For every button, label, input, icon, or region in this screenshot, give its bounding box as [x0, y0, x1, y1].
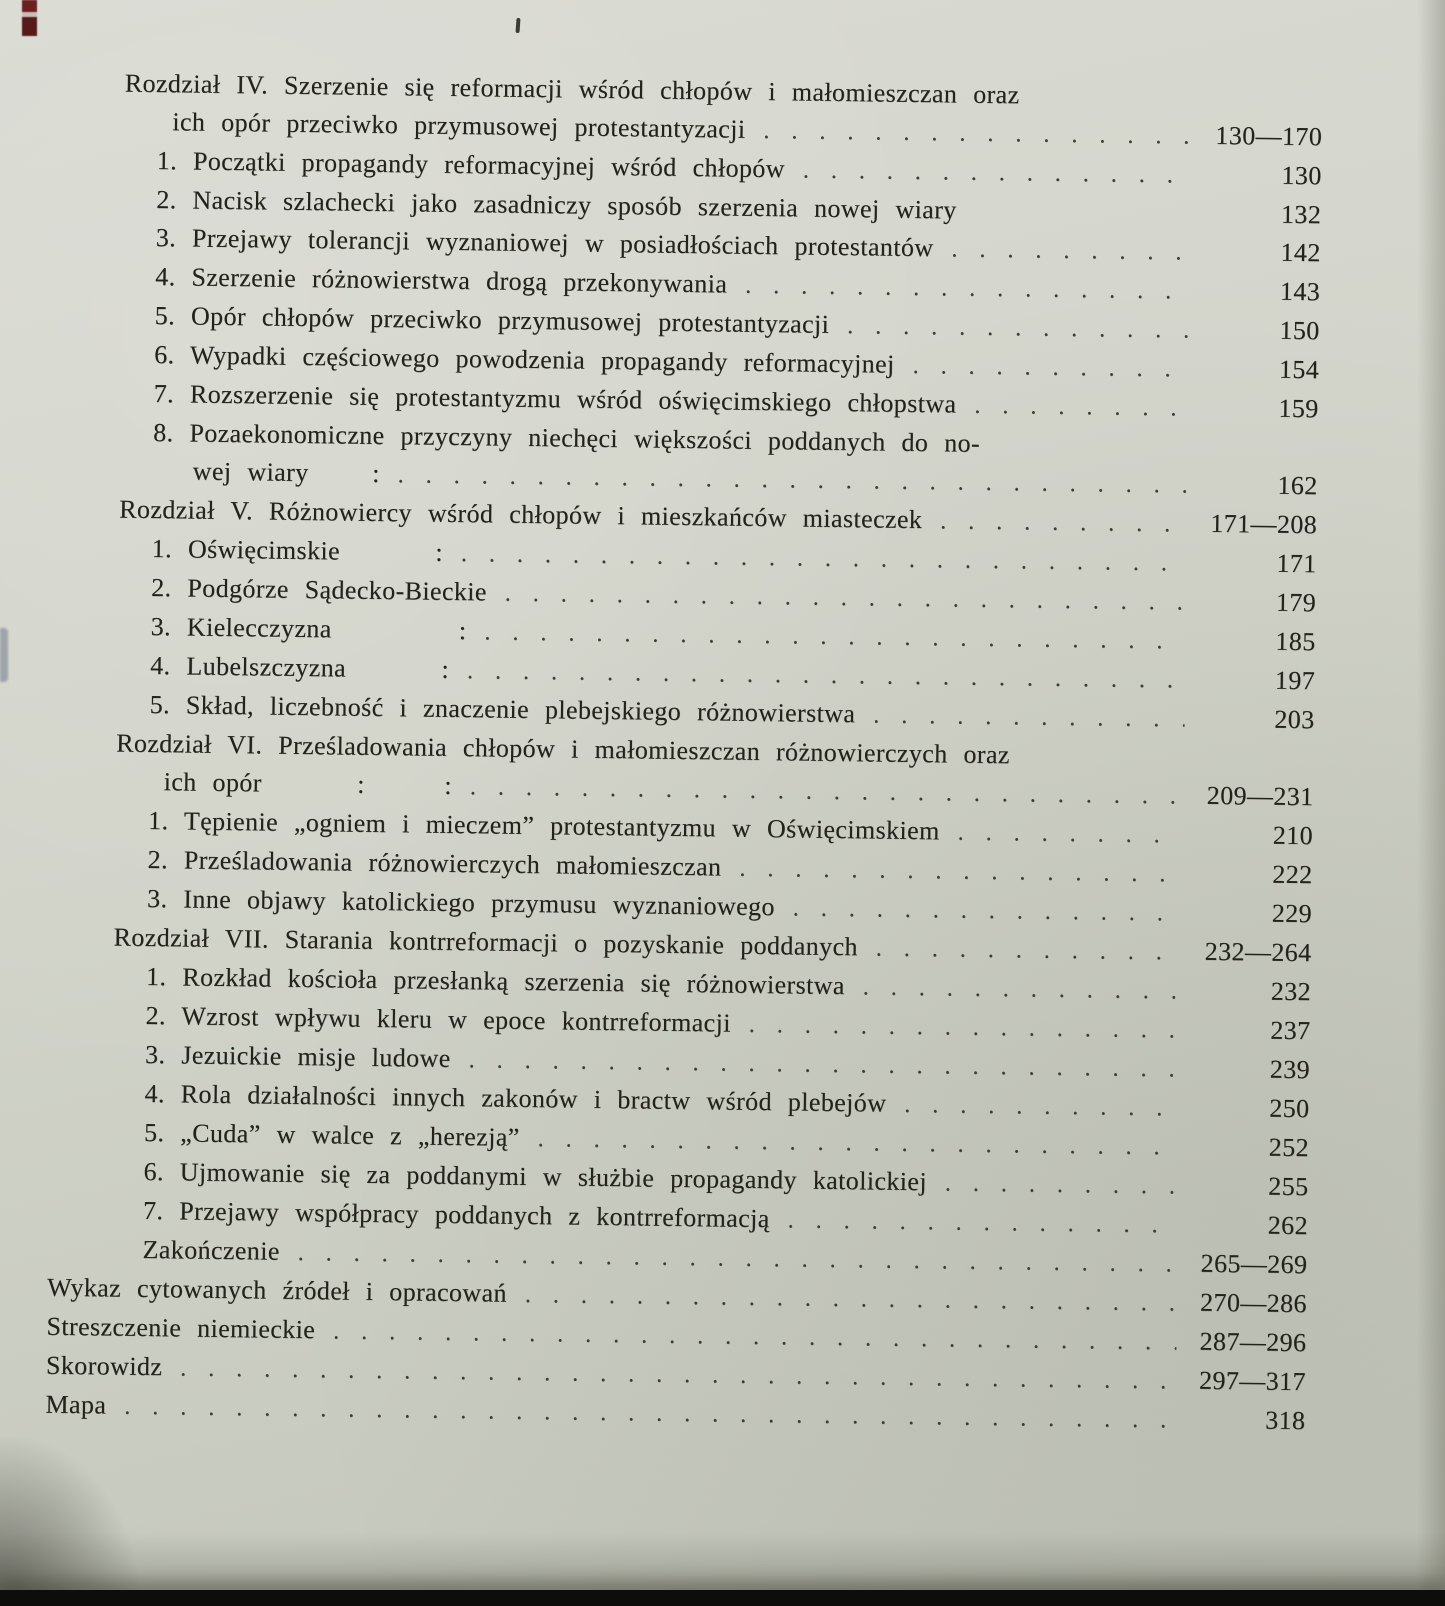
toc-row-page: 237 [1270, 1015, 1311, 1046]
dot-leader [787, 1200, 1178, 1244]
toc-row-page: 270—286 [1199, 1287, 1308, 1319]
dot-leader [912, 346, 1189, 389]
toc-row-text: Zakończenie [142, 1234, 280, 1266]
dot-leader [763, 111, 1192, 156]
scan-artifact-topleft-red-mark [22, 0, 37, 36]
toc-row-page: 142 [1280, 237, 1321, 268]
toc-row-page: 210 [1272, 820, 1314, 851]
toc-row-page: 297—317 [1198, 1365, 1307, 1397]
toc-row-text: Mapa [45, 1389, 107, 1420]
toc-row-page: 318 [1265, 1405, 1306, 1436]
toc-row-text: Rozdział VI. Prześladowania chłopów i małomieszczan różnowierczych oraz [115, 728, 1011, 770]
toc-row-page: 262 [1267, 1210, 1309, 1241]
toc-row-text: 5. „Cuda” w walce z „herezją” [143, 1117, 520, 1152]
dot-leader [974, 386, 1189, 428]
toc-row-text: 3. Inne objawy katolickiego przymusu wyznaniowego [146, 883, 776, 922]
toc-row-text: 4. Szerzenie różnowierstwa drogą przekonywania [155, 262, 728, 299]
toc-row-text: 6. Wypadki częściowego powodzenia propagandy reformacyjnej [154, 340, 895, 379]
toc-row-page: 171—208 [1210, 508, 1318, 540]
toc-row-page: 130—170 [1215, 120, 1323, 152]
toc-row-page: 143 [1279, 276, 1321, 307]
toc-row-page: 232 [1270, 976, 1312, 1007]
dot-leader [957, 813, 1183, 855]
toc-row-page: 185 [1275, 626, 1316, 657]
toc-row-text: wej wiary : [192, 456, 380, 488]
toc-row-page: 171 [1276, 548, 1317, 579]
toc-row-text: Rozdział VII. Starania kontrreformacji o pozyskanie poddanych [113, 922, 859, 962]
toc-row-page: 162 [1277, 470, 1318, 501]
toc-row-text: 2. Podgórze Sądecko-Bieckie [151, 573, 488, 607]
toc-row-page: 203 [1274, 704, 1315, 735]
dot-leader [863, 967, 1182, 1010]
toc-row-text: 7. Rozszerzenie się protestantyzmu wśród oświęcimskiego chłopstwa [153, 379, 957, 419]
toc-row-text: Wykaz cytowanych źródeł i opracowań [46, 1272, 508, 1308]
dot-leader [793, 888, 1183, 932]
toc-row-text: 4. Lubelszczyzna : [150, 650, 450, 684]
scan-edge-right-shadow [1417, 0, 1445, 1606]
dot-leader [975, 219, 1192, 222]
toc-row-page: 150 [1279, 315, 1320, 346]
toc-row-text: 5. Skład, liczebność i znaczenie plebejskiego różnowierstwa [149, 689, 856, 729]
dot-leader [873, 695, 1185, 738]
toc-row-text: 2. Nacisk szlachecki jako zasadniczy sposób szerzenia nowej wiary [156, 185, 957, 225]
scan-edge-bottom-bar [0, 1590, 1445, 1606]
toc-row-text: Streszczenie niemieckie [46, 1311, 316, 1345]
toc-row-page: 287—296 [1199, 1326, 1307, 1358]
toc-row-page: 255 [1268, 1171, 1309, 1202]
toc-row-page: 132 [1280, 199, 1322, 230]
toc-row-text: 2. Wzrost wpływu kleru w epoce kontrreformacji [145, 1000, 732, 1038]
scan-artifact-left-edge-mark [0, 628, 8, 682]
toc-row-page: 232—264 [1204, 936, 1312, 968]
scan-artifact-top-center-mark [515, 18, 520, 33]
toc-list [45, 64, 1323, 1441]
toc-row-page [1198, 766, 1314, 768]
toc-row-page [1207, 106, 1323, 108]
toc-row-page: 229 [1271, 898, 1313, 929]
dot-leader [847, 306, 1190, 349]
toc-row-page: 250 [1269, 1093, 1310, 1124]
dot-leader [876, 929, 1182, 972]
dot-leader [803, 151, 1192, 195]
toc-row-text: 7. Przejawy współpracy poddanych z kontrreformacją [142, 1195, 770, 1234]
dot-leader [951, 229, 1191, 271]
toc-row-page: 154 [1278, 354, 1320, 385]
toc-row-text: ich opór : : [163, 767, 453, 800]
toc-row-text: 5. Opór chłopów przeciwko przymusowej protestantyzacji [154, 301, 830, 339]
toc-row-page: 222 [1272, 859, 1313, 890]
dot-leader [749, 1005, 1181, 1050]
toc-row-text: 3. Przejawy tolerancji wyznaniowej w posiadłościach protestantów [155, 223, 934, 263]
dot-leader [940, 501, 1187, 543]
toc-row-page: 179 [1275, 587, 1317, 618]
toc-row-text: Rozdział IV. Szerzenie się reformacji wśród chłopów i małomieszczan oraz [124, 68, 1020, 110]
toc-row-text: 1. Tępienie „ogniem i mieczem” protestantyzmu w Oświęcimskiem [147, 805, 940, 846]
toc-row-text: 8. Pozaekonomiczne przyczyny niechęci większości poddanych do no- [153, 418, 981, 458]
dot-leader [904, 1085, 1180, 1128]
toc-row-text: ich opór przeciwko przymusowej protestantyzacji [172, 107, 746, 144]
scan-artifact-bottomleft-shadow [0, 1436, 140, 1606]
toc-row-text: Rozdział V. Różnowiercy wśród chłopów i mieszkańców miasteczek [119, 494, 923, 535]
toc-row-text: 3. Kielecczyzna : [150, 612, 467, 646]
toc-row-text: 4. Rola działalności innych zakonów i bractw wśród plebejów [144, 1078, 887, 1118]
toc-row-text: 2. Prześladowania różnowierczych małomieszczan [147, 844, 722, 882]
toc-row-page [1202, 455, 1318, 457]
toc-row-text: Skorowidz [45, 1350, 163, 1382]
toc-row-text: 6. Ujmowanie się za poddanymi w służbie propagandy katolickiej [143, 1156, 928, 1197]
dot-leader [1028, 763, 1184, 765]
dot-leader [745, 266, 1190, 311]
toc-row-page: 265—269 [1200, 1248, 1308, 1280]
toc-row-text: 1. Rozkład kościoła przesłanką szerzenia się różnowierstwa [145, 961, 846, 1001]
dot-leader [945, 1163, 1179, 1205]
toc-row-page: 197 [1274, 665, 1316, 696]
toc-row-page: 159 [1278, 393, 1319, 424]
dot-leader [1037, 104, 1192, 106]
toc-row-text: 1. Oświęcimskie : [151, 534, 444, 567]
toc-row-page: 252 [1268, 1132, 1310, 1163]
scan-edge-bottom-shade [0, 1532, 1445, 1592]
toc-row-text: 1. Początki propagandy reformacyjnej wśród chłopów [156, 146, 786, 184]
toc-row-page: 209—231 [1206, 780, 1314, 812]
toc-row-page: 239 [1269, 1054, 1311, 1085]
toc-row-page: 130 [1281, 160, 1322, 191]
toc-row-text: 3. Jezuickie misje ludowe [144, 1039, 451, 1073]
dot-leader [998, 452, 1188, 454]
dot-leader [739, 849, 1183, 894]
